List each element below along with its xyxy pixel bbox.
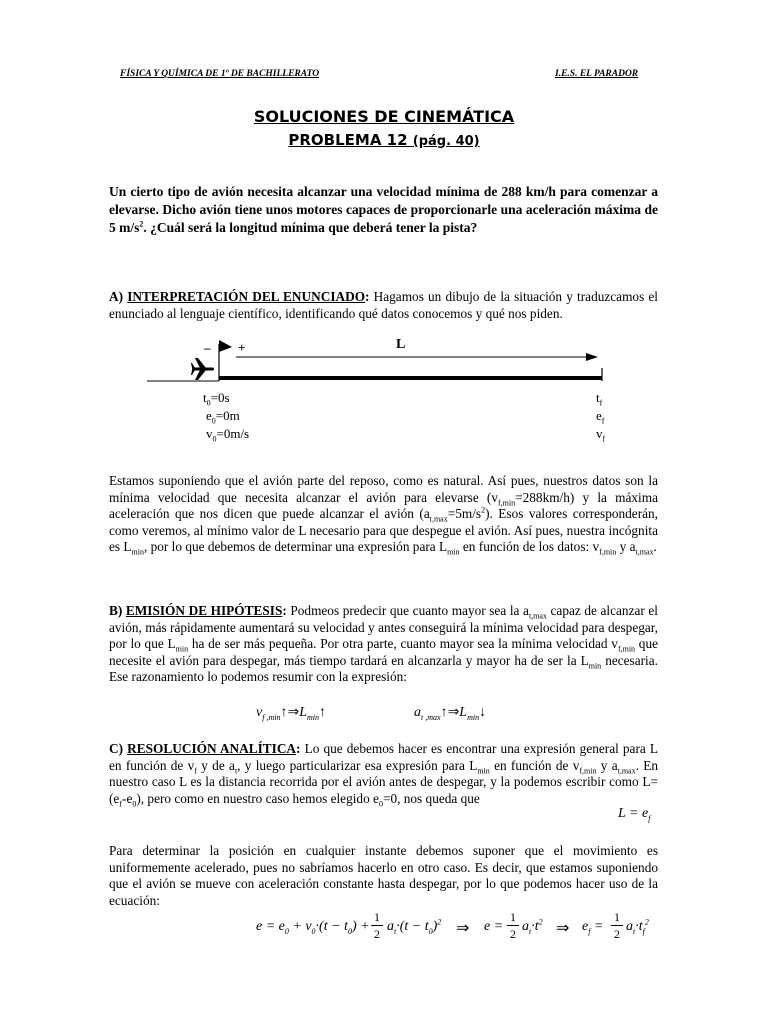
header-school: I.E.S. EL PARADOR	[555, 69, 639, 79]
equation-L: $L = e_f$	[618, 806, 651, 823]
section-b: B) EMISIÓN DE HIPÓTESIS: Podmeos predecir que cuanto mayor sea la $a_{t,max}$ capaz de alcanzar el avión, más rápidamente aumentará su velocidad y antes conseguirá la mínima velocidad para despegar, por lo que $L_{min}$ ha de ser más pequeña. Por otra parte, cuanto mayor sea la mínima velocidad $v_{f,min}$ que necesite el avión para despegar, más tiempo tardará en alcanzarla y mayor ha de ser la $L_{min}$ necesaria. Ese razonamiento lo podemos resumir con la expresión:	[109, 603, 658, 684]
hypothesis-velocity: $v_{f ,min}↑\Rightarrow L_{min}↑$	[256, 705, 326, 722]
section-c-heading: C) RESOLUCIÓN ANALÍTICA:	[109, 741, 301, 756]
length-label: L	[396, 337, 406, 352]
data-paragraph: Estamos suponiendo que el avión parte del reposo, como es natural. Así pues, nuestros datos son la mínima velocidad que necesita alcanzar el avión para elevarse $(v_{f,min}=288km/h)$ y la máxima aceleración que nos dicen que puede alcanzar el avión $(a_{t,max}=5m/s^2)$. Esos valores corresponderán, como veremos, al mínimo valor de L necesario para que despegue el avión. Así pues, nuestra incógnita es $L_{min}$, por lo que debemos de determinar una expresión para $L_{min}$ en función de los datos: $v_{f,min}$ y $a_{t,max}$.	[109, 473, 658, 557]
hypothesis-acceleration: $a_{t ,max}↑\Rightarrow L_{min}↓$	[414, 705, 487, 722]
airplane-icon	[191, 358, 214, 380]
page-reference: (pág. 40)	[412, 134, 480, 149]
origin-flag	[219, 340, 232, 352]
page-subtitle	[0, 131, 768, 149]
runway	[219, 376, 602, 380]
problem-number: PROBLEMA 12	[288, 131, 408, 149]
problem-statement: Un cierto tipo de avión necesita alcanzar una velocidad mínima de 288 km/h para comenzar a elevarse. Dicho avión tiene unos motores capaces de proporcionarle una aceleración máxima de 5 $m/s^2$. ¿Cuál será la longitud mínima que deberá tener la pista?	[109, 184, 658, 235]
final-position: $e_f$	[596, 408, 605, 426]
section-a: A) INTERPRETACIÓN DEL ENUNCIADO: Hagamos un dibujo de la situación y traduzcamos el enunciado al lenguaje científico, identificando qué datos conocemos y qué nos piden.	[109, 289, 658, 321]
header-subject: FÍSICA Y QUÍMICA DE 1º DE BACHILLERATO	[120, 69, 320, 79]
section-c: C) RESOLUCIÓN ANALÍTICA: Lo que debemos hacer es encontrar una expresión general para L en función de $v_f$ y de $a_t$, y luego particularizar esa expresión para $L_{min}$ en función de $v_{f,min}$ y $a_{t,max}$. En nuestro caso L es la distancia recorrida por el avión antes de despegar, y la podemos escribir como $L=(e_f-e_0)$, pero como en nuestro caso hemos elegido $e_0=0$, nos queda que	[109, 741, 659, 809]
section-a-heading: A) INTERPRETACIÓN DEL ENUNCIADO:	[109, 289, 370, 304]
initial-time: $t_0=0s$	[203, 390, 230, 408]
final-velocity: $v_f$	[596, 426, 606, 444]
minus-sign: –	[204, 340, 211, 355]
initial-position: $e_0=0m$	[206, 408, 240, 426]
length-arrowhead	[586, 353, 598, 361]
runway-diagram	[140, 332, 620, 392]
page-title: SOLUCIONES DE CINEMÁTICA	[253, 107, 515, 126]
plus-sign: +	[238, 340, 246, 355]
final-time: $t_f$	[596, 390, 603, 408]
initial-velocity: $v_0=0m/s$	[206, 426, 250, 444]
motion-paragraph: Para determinar la posición en cualquier instante debemos suponer que el movimiento es uniformemente acelerado, pues no sabríamos hacerlo en otro caso. Es decir, que estamos suponiendo que el avión se mueve con aceleración constante hasta despegar, por lo que podemos hacer uso de la ecuación:	[109, 843, 658, 908]
section-b-heading: B) EMISIÓN DE HIPÓTESIS:	[109, 603, 287, 618]
motion-equation: $e = e_0 + v_0\cdot(t - t_0)$ + 1 2 $a_t\cdot(t - t_0)^2$ ⇒ e = 1 2 $a_t\cdot t^2$ ⇒ $e_f$ = 1 2 $a_t\cdot t_f^2$	[256, 910, 649, 941]
